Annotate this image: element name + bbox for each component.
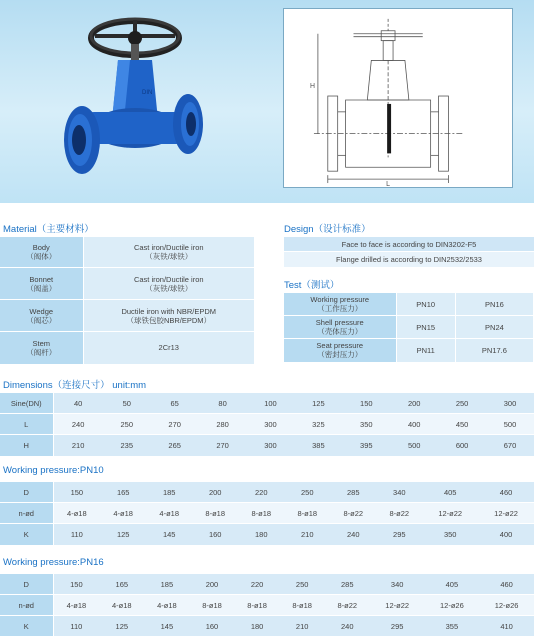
material-row bbox=[0, 268, 254, 300]
table-cell: 405 bbox=[422, 482, 478, 503]
table-cell: 280 bbox=[199, 414, 247, 435]
material-value-cn: （灰铁/球铁） bbox=[145, 283, 193, 293]
row-label: Sine(DN) bbox=[0, 393, 53, 414]
table-cell: 8-ø18 bbox=[189, 595, 234, 616]
table-cell: 460 bbox=[479, 574, 534, 595]
table-cell: 300 bbox=[486, 393, 534, 414]
material-label bbox=[0, 268, 83, 300]
table-row bbox=[0, 503, 534, 524]
dimensions-table bbox=[0, 392, 534, 456]
test-label bbox=[284, 339, 396, 362]
pn10-table bbox=[0, 481, 534, 545]
material-label-en: Wedge bbox=[29, 306, 54, 316]
table-cell: 4-ø18 bbox=[53, 595, 99, 616]
test-row bbox=[284, 339, 534, 362]
table-cell: 210 bbox=[280, 616, 325, 636]
table-cell: 235 bbox=[103, 435, 151, 456]
table-cell: 450 bbox=[438, 414, 486, 435]
test-label bbox=[284, 316, 396, 339]
test-label bbox=[284, 293, 396, 316]
table-cell: 295 bbox=[370, 616, 425, 636]
test-label-cn: （密封压力） bbox=[317, 350, 363, 360]
row-label: n-ød bbox=[0, 595, 53, 616]
valve-technical-drawing bbox=[284, 9, 512, 187]
table-cell: 200 bbox=[390, 393, 438, 414]
table-cell: 12-ø26 bbox=[479, 595, 534, 616]
test-pn10: PN11 bbox=[396, 339, 455, 362]
table-cell: 670 bbox=[486, 435, 534, 456]
material-row bbox=[0, 332, 254, 364]
row-label: D bbox=[0, 574, 53, 595]
material-label-en: Stem bbox=[32, 338, 50, 348]
design-title: Design（设计标准） bbox=[284, 224, 371, 235]
table-cell: 350 bbox=[342, 414, 390, 435]
table-cell: 4-ø18 bbox=[100, 503, 146, 524]
table-cell: 12-ø22 bbox=[370, 595, 425, 616]
table-cell: 395 bbox=[342, 435, 390, 456]
material-value-cn: （球铁包胶NBR/EPDM） bbox=[126, 315, 212, 325]
test-row bbox=[284, 293, 534, 316]
valve-drawing bbox=[283, 8, 513, 188]
row-label: K bbox=[0, 524, 53, 545]
row-label: K bbox=[0, 616, 53, 636]
table-row bbox=[0, 435, 534, 456]
table-cell: 4-ø18 bbox=[53, 503, 100, 524]
material-value bbox=[83, 237, 254, 268]
table-cell: 165 bbox=[100, 482, 146, 503]
table-cell: 410 bbox=[479, 616, 534, 636]
table-cell: 250 bbox=[284, 482, 330, 503]
table-cell: 200 bbox=[189, 574, 234, 595]
table-cell: 8-ø22 bbox=[325, 595, 370, 616]
table-cell: 125 bbox=[99, 616, 144, 636]
test-pn10: PN10 bbox=[396, 293, 455, 316]
test-label-cn: （壳体压力） bbox=[317, 327, 363, 336]
material-value bbox=[83, 300, 254, 332]
table-cell: 150 bbox=[342, 393, 390, 414]
test-label-cn: （工作压力） bbox=[317, 304, 363, 313]
table-cell: 200 bbox=[192, 482, 238, 503]
table-cell: 185 bbox=[144, 574, 189, 595]
table-cell: 300 bbox=[247, 414, 295, 435]
table-cell: 165 bbox=[99, 574, 144, 595]
table-cell: 110 bbox=[53, 616, 99, 636]
design-row bbox=[284, 237, 534, 252]
material-label bbox=[0, 332, 83, 364]
row-label: D bbox=[0, 482, 53, 503]
table-cell: 250 bbox=[103, 414, 151, 435]
material-value bbox=[83, 332, 254, 364]
drawing-h-label: H bbox=[309, 83, 315, 91]
table-cell: 250 bbox=[280, 574, 325, 595]
material-label-en: Bonnet bbox=[29, 274, 54, 284]
row-label: L bbox=[0, 414, 53, 435]
pn10-title: Working pressure:PN10 bbox=[3, 465, 104, 476]
table-cell: 325 bbox=[294, 414, 342, 435]
table-row bbox=[0, 595, 534, 616]
material-label-cn: （阀芯） bbox=[26, 315, 57, 325]
table-cell: 125 bbox=[294, 393, 342, 414]
table-cell: 270 bbox=[151, 414, 199, 435]
material-label-en: Body bbox=[32, 243, 50, 252]
test-pn16: PN24 bbox=[455, 316, 533, 339]
table-cell: 160 bbox=[192, 524, 238, 545]
svg-text:DIN: DIN bbox=[142, 90, 153, 96]
table-row bbox=[0, 414, 534, 435]
table-cell: 150 bbox=[53, 482, 100, 503]
table-cell: 8-ø18 bbox=[238, 503, 284, 524]
pn16-table bbox=[0, 573, 534, 636]
table-cell: 12-ø22 bbox=[422, 503, 478, 524]
table-cell: 8-ø22 bbox=[330, 503, 376, 524]
material-value-en: Cast iron/Ductile iron bbox=[133, 243, 204, 252]
table-cell: 340 bbox=[370, 574, 425, 595]
material-label-cn: （阀杆） bbox=[26, 347, 57, 357]
table-cell: 295 bbox=[376, 524, 422, 545]
table-cell: 210 bbox=[53, 435, 103, 456]
material-value-en: 2Cr13 bbox=[158, 343, 179, 353]
table-cell: 400 bbox=[390, 414, 438, 435]
table-cell: 285 bbox=[325, 574, 370, 595]
table-cell: 50 bbox=[103, 393, 151, 414]
material-table bbox=[0, 236, 254, 364]
table-cell: 240 bbox=[325, 616, 370, 636]
design-text: Face to face is according to DIN3202-F5 bbox=[284, 237, 534, 252]
table-cell: 340 bbox=[376, 482, 422, 503]
product-banner bbox=[0, 0, 534, 203]
test-label-en: Working pressure bbox=[310, 295, 370, 304]
table-cell: 185 bbox=[146, 482, 192, 503]
table-cell: 160 bbox=[189, 616, 234, 636]
table-row bbox=[0, 393, 534, 414]
table-cell: 8-ø18 bbox=[280, 595, 325, 616]
design-table bbox=[284, 236, 534, 267]
table-cell: 100 bbox=[247, 393, 295, 414]
test-label-en: Seat pressure bbox=[316, 341, 364, 351]
table-cell: 285 bbox=[330, 482, 376, 503]
material-label-cn: （阀盖） bbox=[26, 283, 57, 293]
table-cell: 300 bbox=[247, 435, 295, 456]
table-row bbox=[0, 574, 534, 595]
table-cell: 65 bbox=[151, 393, 199, 414]
design-text: Flange drilled is according to DIN2532/2533 bbox=[284, 252, 534, 267]
table-cell: 240 bbox=[330, 524, 376, 545]
table-cell: 250 bbox=[438, 393, 486, 414]
table-cell: 80 bbox=[199, 393, 247, 414]
table-cell: 405 bbox=[425, 574, 480, 595]
table-cell: 180 bbox=[238, 524, 284, 545]
test-pn16: PN16 bbox=[455, 293, 533, 316]
test-table bbox=[284, 292, 534, 362]
table-cell: 600 bbox=[438, 435, 486, 456]
drawing-l-label: L bbox=[386, 181, 390, 187]
material-value-en: Cast iron/Ductile iron bbox=[133, 274, 204, 284]
test-row bbox=[284, 316, 534, 339]
table-cell: 270 bbox=[199, 435, 247, 456]
table-cell: 350 bbox=[422, 524, 478, 545]
table-cell: 8-ø22 bbox=[376, 503, 422, 524]
row-label: n-ød bbox=[0, 503, 53, 524]
table-cell: 12-ø26 bbox=[425, 595, 480, 616]
table-cell: 40 bbox=[53, 393, 103, 414]
table-cell: 145 bbox=[144, 616, 189, 636]
table-cell: 150 bbox=[53, 574, 99, 595]
table-cell: 145 bbox=[146, 524, 192, 545]
table-cell: 400 bbox=[478, 524, 534, 545]
material-value-en: Ductile iron with NBR/EPDM bbox=[121, 306, 217, 316]
material-label-cn: （阀体） bbox=[26, 252, 57, 261]
table-cell: 4-ø18 bbox=[146, 503, 192, 524]
table-cell: 355 bbox=[425, 616, 480, 636]
test-label-en: Shell pressure bbox=[315, 318, 364, 327]
table-cell: 8-ø18 bbox=[235, 595, 280, 616]
table-cell: 500 bbox=[390, 435, 438, 456]
table-row bbox=[0, 482, 534, 503]
table-cell: 265 bbox=[151, 435, 199, 456]
material-row bbox=[0, 237, 254, 268]
table-cell: 460 bbox=[478, 482, 534, 503]
row-label: H bbox=[0, 435, 53, 456]
pn16-title: Working pressure:PN16 bbox=[3, 557, 104, 568]
table-cell: 4-ø18 bbox=[99, 595, 144, 616]
table-row bbox=[0, 524, 534, 545]
table-cell: 12-ø22 bbox=[478, 503, 534, 524]
table-cell: 180 bbox=[235, 616, 280, 636]
test-title: Test（测试） bbox=[284, 280, 340, 291]
design-row bbox=[284, 252, 534, 267]
test-pn10: PN15 bbox=[396, 316, 455, 339]
material-label bbox=[0, 300, 83, 332]
dimensions-title: Dimensions（连接尺寸） unit:mm bbox=[3, 380, 147, 391]
table-cell: 8-ø18 bbox=[284, 503, 330, 524]
table-cell: 240 bbox=[53, 414, 103, 435]
material-row bbox=[0, 300, 254, 332]
table-row bbox=[0, 616, 534, 636]
table-cell: 210 bbox=[284, 524, 330, 545]
table-cell: 385 bbox=[294, 435, 342, 456]
table-cell: 110 bbox=[53, 524, 100, 545]
gate-valve-photo bbox=[0, 0, 240, 203]
table-cell: 220 bbox=[238, 482, 284, 503]
material-title: Material（主要材料） bbox=[3, 224, 94, 235]
table-cell: 4-ø18 bbox=[144, 595, 189, 616]
test-pn16: PN17.6 bbox=[455, 339, 533, 362]
table-cell: 500 bbox=[486, 414, 534, 435]
table-cell: 8-ø18 bbox=[192, 503, 238, 524]
table-cell: 220 bbox=[235, 574, 280, 595]
material-value bbox=[83, 268, 254, 300]
material-value-cn: （灰铁/球铁） bbox=[145, 252, 193, 261]
material-label bbox=[0, 237, 83, 268]
table-cell: 125 bbox=[100, 524, 146, 545]
